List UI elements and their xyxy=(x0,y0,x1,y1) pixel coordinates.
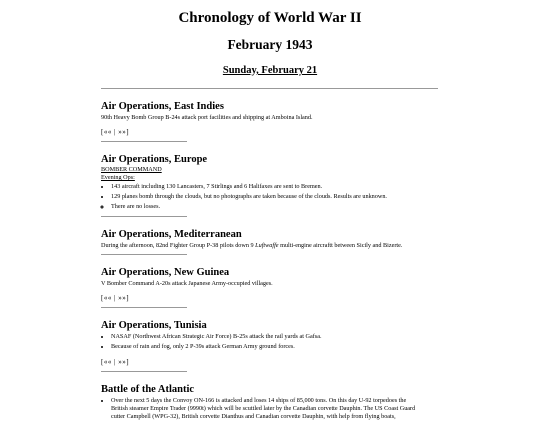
subheading-bomber-command: BOMBER COMMAND xyxy=(101,166,162,173)
list-item: ◦ There are no losses. xyxy=(111,202,441,212)
section-mediterranean xyxy=(101,229,441,255)
section-heading: Air Operations, Europe xyxy=(101,154,208,165)
tunisia-list xyxy=(101,332,441,352)
section-heading: Battle of the Atlantic xyxy=(101,384,195,395)
text-part: multi-engine aircraftt between Sicily and Bizerte. xyxy=(278,242,403,249)
nav-links xyxy=(101,128,441,137)
top-divider xyxy=(101,88,438,89)
europe-list xyxy=(101,182,441,202)
list-item: • Because of rain and fog, only 2 P-39s attack German Army ground forces. xyxy=(111,342,441,352)
section-text xyxy=(101,241,441,250)
text-line: British steamer Empire Trader (9990t) which will be scuttled later by the Canadian corvette Dauphin. The US Coast Guard xyxy=(111,405,416,412)
day-heading: Sunday, February 21 xyxy=(222,65,318,76)
nav-links xyxy=(101,358,441,367)
next-link[interactable]: »»] xyxy=(118,128,130,136)
prev-link[interactable]: [«« xyxy=(101,358,112,366)
list-item xyxy=(111,396,441,421)
text-line: • Over the next 5 days the Convoy ON-166 is attacked and loses 14 ships of 85,000 tons. On this day U-92 torpedoes the xyxy=(111,397,407,404)
page-title: Chronology of World War II xyxy=(178,10,362,26)
text-italic: Luftwaffe xyxy=(255,242,279,249)
nav-separator: | xyxy=(114,358,116,366)
prev-link[interactable]: [«« xyxy=(101,128,112,136)
section-heading: Air Operations, Mediterranean xyxy=(101,229,242,240)
section-tunisia xyxy=(101,320,441,372)
section-new-guinea xyxy=(101,267,441,308)
section-text: 90th Heavy Bomb Group B-24s attack port facilities and shipping at Amboina Island. xyxy=(101,114,313,121)
europe-sublist xyxy=(101,202,441,212)
list-item: • 129 planes bomb through the clouds, but no photographs are taken because of the clouds. Results are unknown. xyxy=(111,192,441,202)
section-text: V Bomber Command A-20s attack Japanese Army-occupied villages. xyxy=(101,280,273,287)
section-divider xyxy=(101,216,187,217)
main-content xyxy=(101,101,441,421)
section-east-indies xyxy=(101,101,441,142)
nav-separator: | xyxy=(114,128,116,136)
section-divider xyxy=(101,371,187,372)
atlantic-list xyxy=(101,396,441,421)
section-divider xyxy=(101,254,187,255)
prev-link[interactable]: [«« xyxy=(101,294,112,302)
section-divider xyxy=(101,141,187,142)
text-line: cutter Campbell (WPG-32), British corvette Dianthus and Canadian corvette Dauphin, with help from flying boats, xyxy=(111,413,396,420)
section-atlantic xyxy=(101,384,441,421)
next-link[interactable]: »»] xyxy=(118,294,130,302)
next-link[interactable]: »»] xyxy=(118,358,130,366)
list-item: • 143 aircraft including 130 Lancasters, 7 Stirlings and 6 Halifaxes are sent to Bremen. xyxy=(111,182,441,192)
section-divider xyxy=(101,307,187,308)
list-item: • NASAF (Northwest African Strategic Air Force) B-25s attack the rail yards at Gafsa. xyxy=(111,332,441,342)
section-heading: Air Operations, New Guinea xyxy=(101,267,230,278)
nav-separator: | xyxy=(114,294,116,302)
text-part: During the afternoon, 82nd Fighter Group P-38 pilots down 9 xyxy=(101,242,256,249)
section-europe xyxy=(101,154,441,217)
section-heading: Air Operations, East Indies xyxy=(101,101,224,112)
subheading-evening-ops: Evening Ops: xyxy=(101,174,135,181)
month-heading: February 1943 xyxy=(227,37,313,52)
section-heading: Air Operations, Tunisia xyxy=(101,320,207,331)
nav-links xyxy=(101,294,441,303)
